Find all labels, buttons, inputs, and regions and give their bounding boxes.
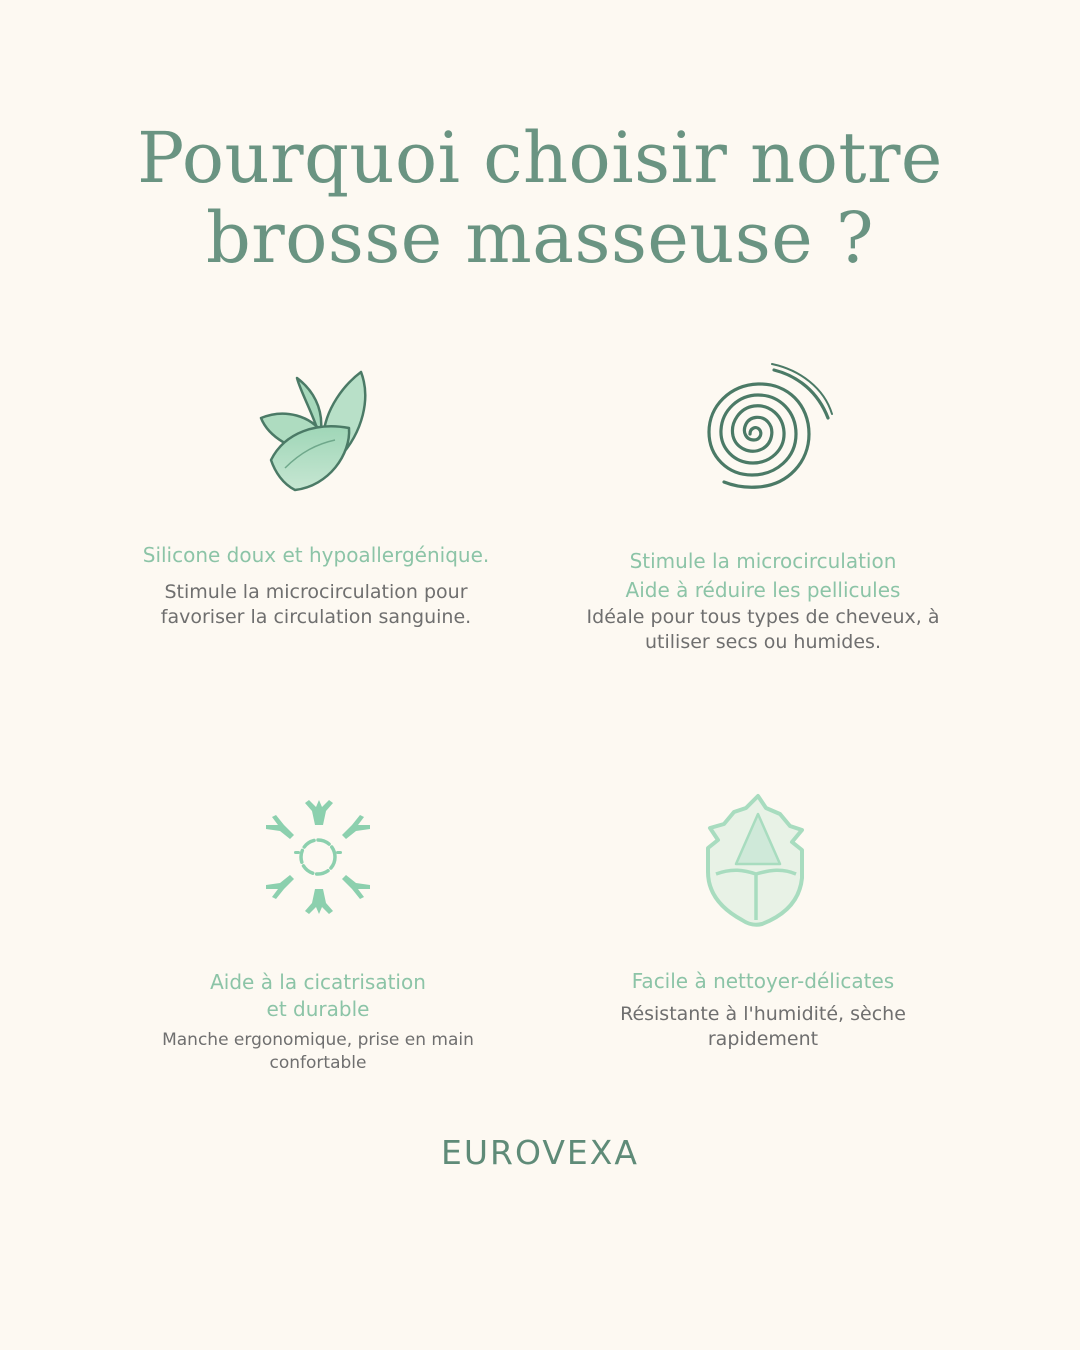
feature-title: Facile à nettoyer-délicates: [631, 969, 895, 993]
feature-title: Aide à la cicatrisation: [210, 970, 426, 994]
feature-soft-silicone: [96, 541, 536, 630]
feature-easy-clean: [541, 967, 985, 1052]
feature-description-line: confortable: [269, 1053, 367, 1073]
feature-description-line: Manche ergonomique, prise en main: [162, 1030, 474, 1050]
feature-description-line: rapidement: [707, 1028, 819, 1050]
leaf-icon: [255, 368, 375, 493]
feature-description-line: Idéale pour tous types de cheveux, à: [586, 606, 940, 628]
shield-leaf-icon: [702, 790, 808, 930]
page-title-line-1: Pourquoi choisir notre: [137, 117, 943, 199]
feature-title: Stimule la microcirculation: [629, 549, 897, 573]
feature-title: Aide à réduire les pellicules: [625, 578, 901, 602]
feature-description-line: Stimule la microcirculation pour: [164, 581, 468, 603]
feature-description-line: utiliser secs ou humides.: [644, 631, 881, 653]
feature-description-line: Résistante à l'humidité, sèche: [620, 1003, 906, 1025]
feature-title: et durable: [266, 997, 370, 1021]
page-title: [0, 118, 1080, 278]
spiral-icon: [690, 362, 835, 502]
sun-burst-icon: [258, 795, 380, 920]
feature-microcirculation: [543, 547, 983, 655]
feature-description-line: favoriser la circulation sanguine.: [160, 606, 472, 628]
brand-logo: EUROVEXA: [441, 1133, 639, 1172]
feature-healing: [98, 969, 538, 1075]
page-title-line-2: brosse masseuse ?: [205, 197, 875, 279]
feature-title: Silicone doux et hypoallergénique.: [142, 543, 490, 567]
